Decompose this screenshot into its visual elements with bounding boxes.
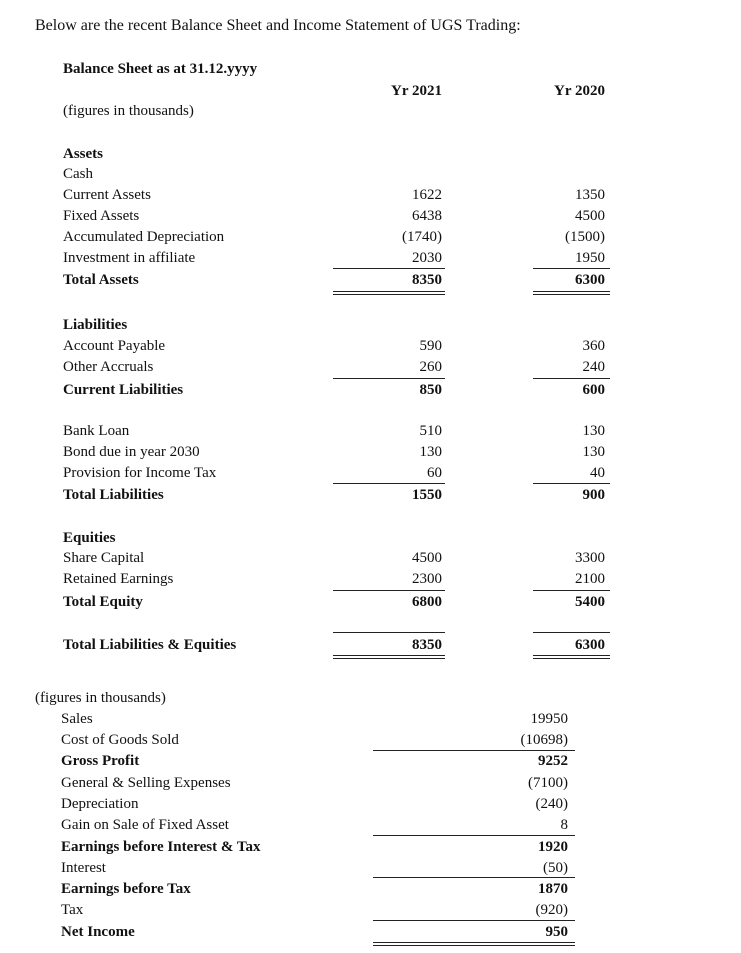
total-liab-2021: 1550 — [412, 487, 442, 503]
fixed-assets-2021: 6438 — [412, 208, 442, 224]
current-liab-2021: 850 — [419, 382, 442, 398]
fixed-assets-label: Fixed Assets — [63, 208, 140, 224]
total-assets-2020: 6300 — [575, 272, 605, 288]
accum-dep-2020: (1500) — [565, 229, 605, 245]
retained-label: Retained Earnings — [63, 571, 174, 587]
sales-value: 19950 — [530, 711, 568, 727]
liabilities-heading: Liabilities — [63, 317, 128, 333]
other-accruals-2021: 260 — [419, 359, 442, 375]
intro-text: Below are the recent Balance Sheet and Income Statement of UGS Trading: — [35, 17, 521, 34]
current-liab-rule-2020 — [533, 378, 610, 379]
total-liab-rule-2020 — [533, 483, 610, 484]
ebt-rule — [373, 877, 575, 878]
net-income-double-rule — [373, 942, 575, 946]
total-equity-rule-2020 — [533, 590, 610, 591]
assets-total-double-rule-2020 — [533, 291, 610, 295]
total-assets-2021: 8350 — [412, 272, 442, 288]
interest-value: (50) — [543, 860, 568, 876]
total-equity-label: Total Equity — [63, 594, 143, 610]
share-capital-2021: 4500 — [412, 550, 442, 566]
current-liab-2020: 600 — [582, 382, 605, 398]
sales-label: Sales — [61, 711, 93, 727]
gain-label: Gain on Sale of Fixed Asset — [61, 817, 229, 833]
investment-label: Investment in affiliate — [63, 250, 196, 266]
units-note: (figures in thousands) — [63, 103, 194, 119]
assets-subtotal-rule-2020 — [533, 268, 610, 269]
net-income-rule — [373, 920, 575, 921]
grand-total-2020: 6300 — [575, 637, 605, 653]
bond-2021: 130 — [419, 444, 442, 460]
current-liab-label: Current Liabilities — [63, 382, 184, 398]
depreciation-value: (240) — [535, 796, 568, 812]
gse-value: (7100) — [528, 775, 568, 791]
ebit-label: Earnings before Interest & Tax — [61, 839, 261, 855]
assets-total-double-rule-2021 — [333, 291, 445, 295]
provision-2021: 60 — [427, 465, 442, 481]
ap-2021: 590 — [419, 338, 442, 354]
grand-total-rule-2021 — [333, 632, 445, 633]
balance-sheet-title: Balance Sheet as at 31.12.yyyy — [63, 61, 258, 77]
provision-label: Provision for Income Tax — [63, 465, 217, 481]
gain-value: 8 — [560, 817, 568, 833]
tax-label: Tax — [61, 902, 84, 918]
grand-total-rule-2020 — [533, 632, 610, 633]
total-liab-rule-2021 — [333, 483, 445, 484]
accum-dep-label: Accumulated Depreciation — [63, 229, 225, 245]
total-equity-2020: 5400 — [575, 594, 605, 610]
bank-loan-label: Bank Loan — [63, 423, 130, 439]
other-accruals-2020: 240 — [582, 359, 605, 375]
assets-subtotal-rule-2021 — [333, 268, 445, 269]
bank-loan-2020: 130 — [582, 423, 605, 439]
grand-total-double-rule-2020 — [533, 655, 610, 659]
total-equity-rule-2021 — [333, 590, 445, 591]
provision-2020: 40 — [590, 465, 605, 481]
assets-heading: Assets — [63, 146, 103, 162]
total-equity-2021: 6800 — [412, 594, 442, 610]
cogs-label: Cost of Goods Sold — [61, 732, 179, 748]
ebit-value: 1920 — [538, 839, 568, 855]
current-assets-2021: 1622 — [412, 187, 442, 203]
retained-2021: 2300 — [412, 571, 442, 587]
ebit-rule — [373, 835, 575, 836]
total-liab-label: Total Liabilities — [63, 487, 164, 503]
share-capital-2020: 3300 — [575, 550, 605, 566]
investment-2021: 2030 — [412, 250, 442, 266]
fixed-assets-2020: 4500 — [575, 208, 605, 224]
other-accruals-label: Other Accruals — [63, 359, 154, 375]
cash-label: Cash — [63, 166, 93, 182]
current-assets-label: Current Assets — [63, 187, 151, 203]
accum-dep-2021: (1740) — [402, 229, 442, 245]
grand-total-double-rule-2021 — [333, 655, 445, 659]
retained-2020: 2100 — [575, 571, 605, 587]
tax-value: (920) — [535, 902, 568, 918]
ebt-label: Earnings before Tax — [61, 881, 191, 897]
ebt-value: 1870 — [538, 881, 568, 897]
bond-2020: 130 — [582, 444, 605, 460]
grand-total-label: Total Liabilities & Equities — [63, 637, 237, 653]
share-capital-label: Share Capital — [63, 550, 145, 566]
col-header-2020: Yr 2020 — [554, 83, 605, 99]
gross-profit-label: Gross Profit — [61, 753, 140, 769]
current-assets-2020: 1350 — [575, 187, 605, 203]
total-liab-2020: 900 — [582, 487, 605, 503]
grand-total-2021: 8350 — [412, 637, 442, 653]
bank-loan-2021: 510 — [419, 423, 442, 439]
total-assets-label: Total Assets — [63, 272, 139, 288]
net-income-label: Net Income — [61, 924, 135, 940]
gse-label: General & Selling Expenses — [61, 775, 231, 791]
gross-profit-rule — [373, 750, 575, 751]
is-units-note: (figures in thousands) — [35, 690, 166, 706]
equities-heading: Equities — [63, 530, 116, 546]
gross-profit-value: 9252 — [538, 753, 568, 769]
ap-label: Account Payable — [63, 338, 166, 354]
cogs-value: (10698) — [520, 732, 568, 748]
current-liab-rule-2021 — [333, 378, 445, 379]
bond-label: Bond due in year 2030 — [63, 444, 200, 460]
net-income-value: 950 — [545, 924, 568, 940]
depreciation-label: Depreciation — [61, 796, 139, 812]
ap-2020: 360 — [582, 338, 605, 354]
investment-2020: 1950 — [575, 250, 605, 266]
interest-label: Interest — [61, 860, 106, 876]
col-header-2021: Yr 2021 — [391, 83, 442, 99]
